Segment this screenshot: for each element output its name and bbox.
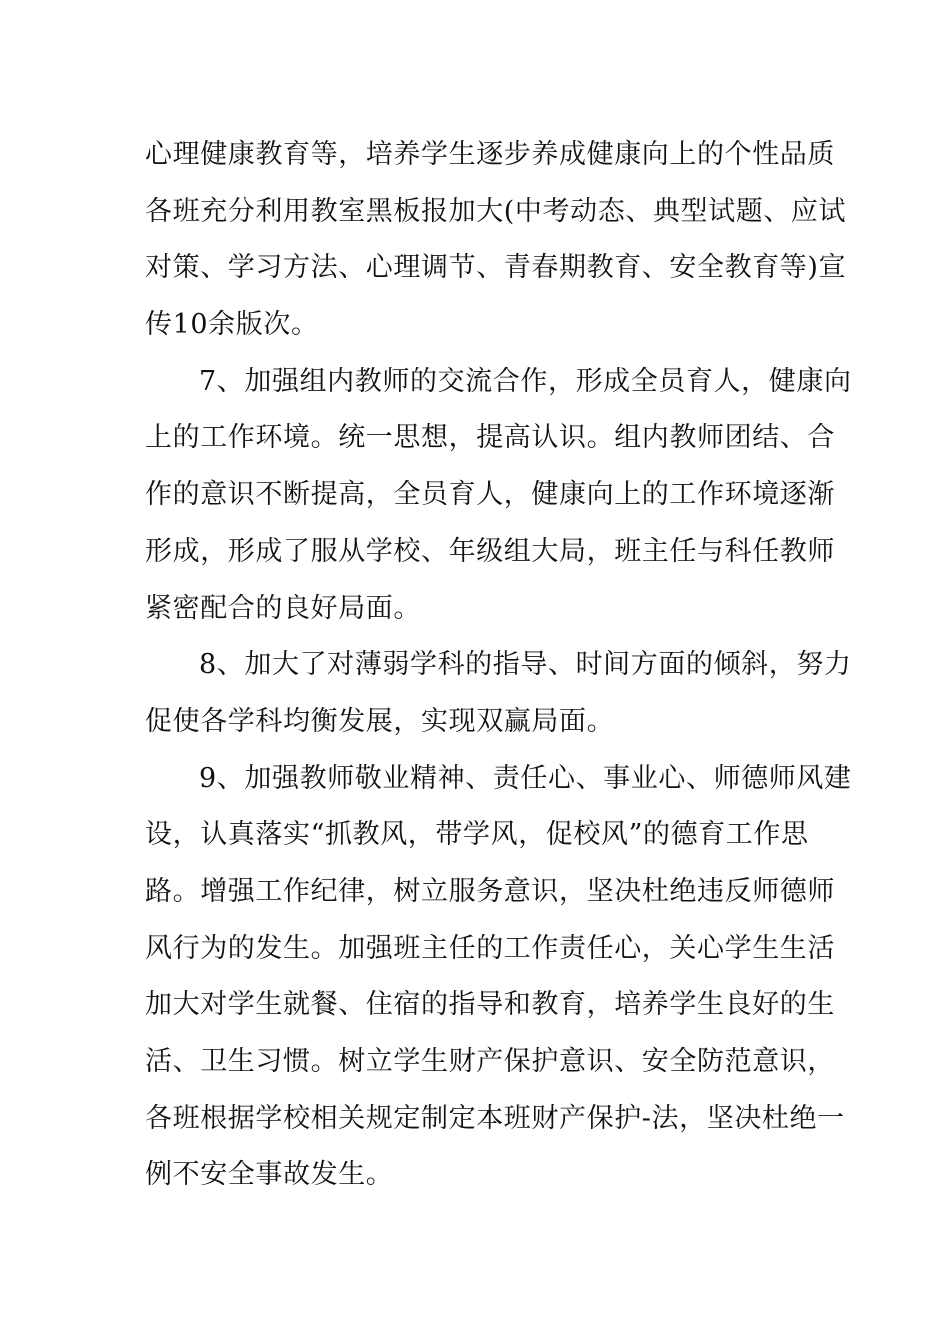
text-line: 例不安全事故发生。 xyxy=(145,1159,394,1191)
text-line: 上的工作环境。统一思想，提高认识。组内教师团结、合 xyxy=(145,422,835,454)
text-line: 促使各学科均衡发展，实现双赢局面。 xyxy=(145,705,615,737)
text-line: 路。增强工作纪律，树立服务意识，坚决杜绝违反师德师 xyxy=(145,875,835,907)
text-line: 加大对学生就餐、住宿的指导和教育，培养学生良好的生 xyxy=(145,989,835,1021)
paragraph-8-first-line: 8、加大了对薄弱学科的指导、时间方面的倾斜，努力 xyxy=(199,649,852,681)
text-line: 作的意识不断提高，全员育人，健康向上的工作环境逐渐 xyxy=(145,479,835,511)
text-line: 形成，形成了服从学校、年级组大局，班主任与科任教师 xyxy=(145,535,835,567)
text-line: 设，认真落实“抓教风，带学风，促校风”的德育工作思 xyxy=(145,819,809,851)
text-line: 各班根据学校相关规定制定本班财产保护-法，坚决杜绝一 xyxy=(145,1102,845,1134)
text-line: 对策、学习方法、心理调节、青春期教育、安全教育等)宣 xyxy=(145,252,847,284)
text-line: 各班充分利用教室黑板报加大(中考动态、典型试题、应试 xyxy=(145,195,847,227)
text-line: 风行为的发生。加强班主任的工作责任心，关心学生生活 xyxy=(145,932,835,964)
paragraph-9-first-line: 9、加强教师敬业精神、责任心、事业心、师德师风建 xyxy=(199,762,852,794)
text-line: 活、卫生习惯。树立学生财产保护意识、安全防范意识， xyxy=(145,1046,835,1077)
text-line: 紧密配合的良好局面。 xyxy=(145,592,421,624)
text-line: 心理健康教育等，培养学生逐步养成健康向上的个性品质 xyxy=(145,139,835,170)
text-line: 传10余版次。 xyxy=(145,309,319,341)
paragraph-7-first-line: 7、加强组内教师的交流合作，形成全员育人，健康向 xyxy=(199,365,852,397)
document-body xyxy=(145,127,852,1204)
